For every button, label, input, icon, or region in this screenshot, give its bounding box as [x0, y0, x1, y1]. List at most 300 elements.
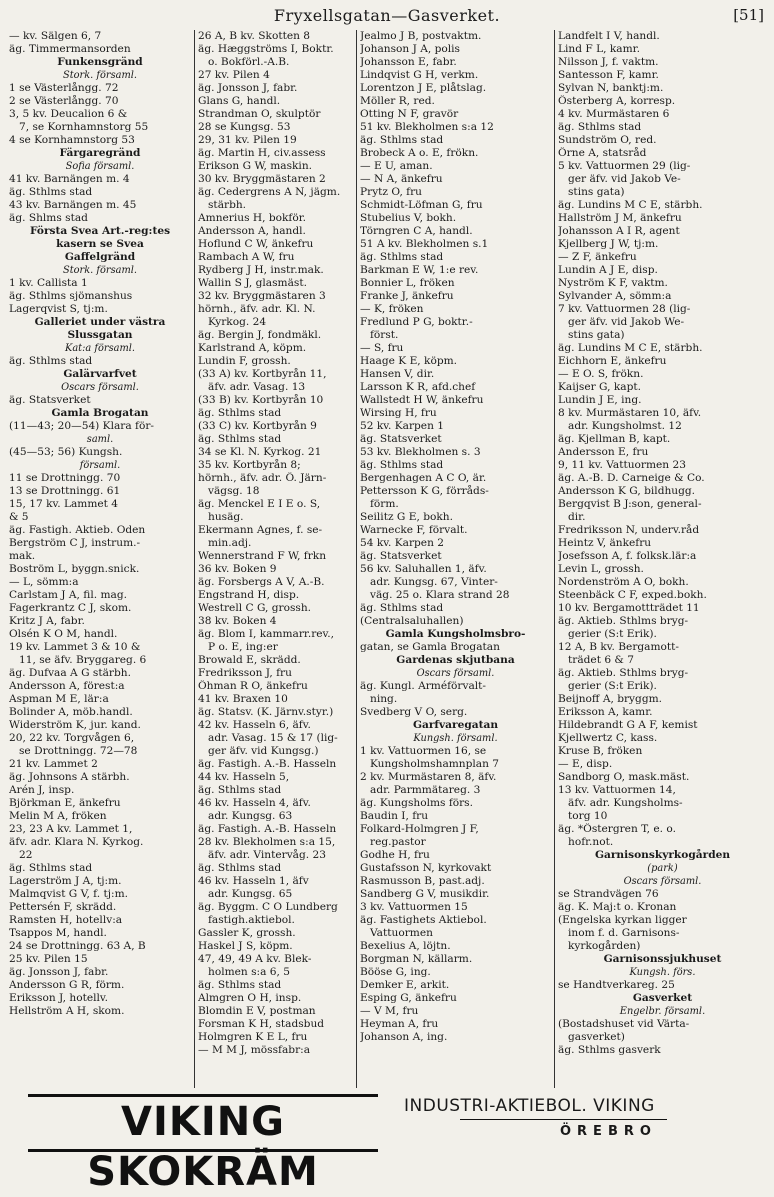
street-heading: Gaffelgränd	[64, 251, 136, 263]
directory-entry: 28 se Kungsg. 53	[198, 121, 291, 133]
directory-entry: 7, se Kornhamnstorg 55	[19, 121, 149, 133]
directory-entry: Wirsing H, fru	[360, 407, 437, 419]
directory-entry: hörnh., äfv. adr. Kl. N.	[198, 303, 316, 315]
directory-entry: Olsén K O M, handl.	[9, 628, 118, 640]
directory-entry: äg. Fastigh. A.-B. Hasseln	[198, 823, 337, 835]
directory-entry: Beijnoff A, bryggm.	[558, 693, 663, 705]
directory-entry: (45—53; 56) Kungsh.	[9, 446, 123, 458]
directory-entry: se Strandvägen 76	[558, 888, 659, 900]
directory-entry: Örne A, statsråd	[558, 147, 647, 159]
directory-entry: 12 A, B kv. Bergamott-	[558, 641, 679, 653]
street-heading: Gamla Kungsholmsbro-	[385, 628, 526, 640]
directory-entry: 51 A kv. Blekholmen s.1	[360, 238, 489, 250]
directory-entry: 3, 5 kv. Deucalion 6 &	[9, 108, 128, 120]
directory-entry: äg. Johnsons A stärbh.	[9, 771, 130, 783]
directory-entry: 1 se Västerlångg. 72	[9, 82, 119, 94]
directory-entry: Hildebrandt G A F, kemist	[558, 719, 698, 731]
street-heading: Gamla Brogatan	[51, 407, 149, 419]
directory-entry: äg. Shlms stad	[9, 212, 88, 224]
directory-entry: 47, 49, 49 A kv. Blek-	[198, 953, 312, 965]
directory-entry: — L, sömm:a	[9, 576, 79, 588]
directory-entry: Hansen V, dir.	[360, 368, 435, 380]
directory-entry: Strandman O, skulptör	[198, 108, 321, 120]
directory-entry: Wallstedt H W, änkefru	[360, 394, 484, 406]
directory-entry: 1 kv. Vattuormen 16, se	[360, 745, 487, 757]
directory-entry: äg. Sthlms stad	[198, 979, 282, 991]
directory-entry: 38 kv. Boken 4	[198, 615, 277, 627]
directory-entry: äg. Sthlms stad	[198, 784, 282, 796]
advertiser-name: INDUSTRI-AKTIEBOL. VIKING	[404, 1096, 655, 1116]
directory-entry: 24 se Drottningg. 63 A, B	[9, 940, 146, 952]
directory-entry: Nyström K F, vaktm.	[558, 277, 668, 289]
directory-entry: äg. Lundins M C E, stärbh.	[558, 199, 703, 211]
directory-entry: Engstrand H, disp.	[198, 589, 300, 601]
directory-entry: mak.	[9, 550, 36, 562]
street-heading: Galleriet under västra	[34, 316, 166, 328]
directory-entry: Kyrkog. 24	[208, 316, 267, 328]
directory-entry: hörnh., äfv. adr. Ö. Järn-	[198, 472, 327, 484]
directory-entry: 27 kv. Pilen 4	[198, 69, 270, 81]
directory-entry: Nilsson J, f. vaktm.	[558, 56, 659, 68]
directory-entry: P o. E, ing:er	[208, 641, 278, 653]
directory-entry: Fredriksson N, underv.råd	[558, 524, 700, 536]
directory-entry: husäg.	[208, 511, 244, 523]
directory-entry: äg. Jonsson J, fabr.	[9, 966, 109, 978]
directory-entry: Lundin J E, ing.	[558, 394, 642, 406]
directory-entry: 34 se Kl. N. Kyrkog. 21	[198, 446, 322, 458]
directory-entry: Fagerkrantz C J, skom.	[9, 602, 132, 614]
directory-entry: Melin M A, fröken	[9, 810, 107, 822]
column-4	[554, 30, 770, 1088]
directory-entry: Malmqvist G V, f. tj:m.	[9, 888, 128, 900]
directory-entry: Franke J, änkefru	[360, 290, 454, 302]
directory-entry: 41 kv. Barnängen m. 4	[9, 173, 130, 185]
directory-entry: holmen s:a 6, 5	[208, 966, 290, 978]
directory-entry: ger äfv. vid Kungsg.)	[208, 745, 319, 757]
parish-label: Engelbr. församl.	[619, 1006, 706, 1017]
directory-entry: 11, se äfv. Bryggareg. 6	[19, 654, 147, 666]
directory-entry: 7 kv. Vattuormen 28 (lig-	[558, 303, 691, 315]
directory-entry: äg. Sthlms stad	[558, 121, 642, 133]
directory-entry: (Bostadshuset vid Värta-	[558, 1018, 690, 1030]
directory-entry: adr. Kungsholmst. 12	[568, 420, 682, 432]
directory-entry: Esping G, änkefru	[360, 992, 457, 1004]
directory-entry: äg. Byggm. C O Lundberg	[198, 901, 338, 913]
directory-entry: äfv. adr. Vintervåg. 23	[208, 849, 326, 861]
directory-entry: 13 se Drottningg. 61	[9, 485, 121, 497]
directory-entry: Tsappos M, handl.	[9, 927, 107, 939]
directory-entry: Glans G, handl.	[198, 95, 281, 107]
directory-entry: gasverket)	[568, 1031, 625, 1043]
directory-entry: Hallström J M, änkefru	[558, 212, 682, 224]
directory-entry: äg. *Östergren T, e. o.	[558, 823, 676, 835]
page-title: Fryxellsgatan—Gasverket.	[273, 6, 501, 25]
directory-entry: Pettersson K G, förråds-	[360, 485, 489, 497]
directory-entry: Westrell C G, grossh.	[198, 602, 312, 614]
viking-skokram-logo: VIKING SKOKRÄM	[28, 1094, 378, 1152]
directory-entry: äg. Fastighets Aktiebol.	[360, 914, 487, 926]
directory-entry: väg. 25 o. Klara strand 28	[370, 589, 510, 601]
directory-entry: Johanson J A, polis	[360, 43, 460, 55]
directory-entry: — E, disp.	[558, 758, 613, 770]
directory-entry: Törngren C A, handl.	[360, 225, 473, 237]
directory-entry: (33 A) kv. Kortbyrån 11,	[198, 368, 327, 380]
directory-entry: äg. Blom I, kammarr.rev.,	[198, 628, 334, 640]
directory-entry: Hellström A H, skom.	[9, 1005, 125, 1017]
directory-entry: äg. Cedergrens A N, jägm.	[198, 186, 341, 198]
directory-entry: först.	[370, 329, 399, 341]
directory-entry: Godhe H, fru	[360, 849, 430, 861]
directory-entry: Rydberg J H, instr.mak.	[198, 264, 324, 276]
directory-entry: Sandberg G V, musikdir.	[360, 888, 490, 900]
directory-entry: Öhman R O, änkefru	[198, 680, 308, 692]
directory-entry: Kungsholmshamnplan 7	[370, 758, 500, 770]
parish-label: Oscars församl.	[623, 876, 702, 887]
directory-entry: äfv. adr. Vasag. 13	[208, 381, 306, 393]
directory-entry: Lindqvist G H, verkm.	[360, 69, 479, 81]
directory-entry: 32 kv. Bryggmästaren 3	[198, 290, 326, 302]
directory-entry: 46 kv. Hasseln 1, äfv	[198, 875, 309, 887]
directory-entry: 2 se Västerlångg. 70	[9, 95, 119, 107]
directory-entry: Carlstam J A, fil. mag.	[9, 589, 127, 601]
street-heading: Garfvaregatan	[412, 719, 499, 731]
directory-entry: 51 kv. Blekholmen s:a 12	[360, 121, 494, 133]
directory-entry: Larsson K R, afd.chef	[360, 381, 476, 393]
directory-entry: Eriksson J, hotellv.	[9, 992, 109, 1004]
directory-entry: (11—43; 20—54) Klara för-	[9, 420, 154, 432]
directory-entry: Pettersén F, skrädd.	[9, 901, 117, 913]
directory-entry: äg. Fastigh. Aktieb. Oden	[9, 524, 146, 536]
directory-entry: — K, fröken	[360, 303, 424, 315]
directory-entry: Österberg A, korresp.	[558, 95, 676, 107]
directory-entry: — E O. S, frökn.	[558, 368, 644, 380]
directory-entry: 41 kv. Braxen 10	[198, 693, 288, 705]
directory-entry: Johanson A, ing.	[360, 1031, 448, 1043]
directory-entry: äg. Sthlms stad	[360, 251, 444, 263]
directory-entry: gatan, se Gamla Brogatan	[360, 641, 500, 653]
directory-entry: äg. Sthlms gasverk	[558, 1044, 661, 1056]
directory-entry: Lagerqvist S, tj:m.	[9, 303, 108, 315]
parish-label: Oscars församl.	[416, 668, 495, 679]
directory-entry: gerier (S:t Erik).	[568, 680, 657, 692]
directory-entry: Baudin I, fru	[360, 810, 429, 822]
directory-entry: Bexelius A, löjtn.	[360, 940, 451, 952]
parish-label: (park)	[647, 863, 678, 874]
directory-entry: 36 kv. Boken 9	[198, 563, 277, 575]
directory-entry: Bergström C J, instrum.-	[9, 537, 141, 549]
street-heading: Garnisonssjukhuset	[603, 953, 722, 965]
directory-entry: 4 se Kornhamnstorg 53	[9, 134, 135, 146]
directory-entry: adr. Kungsg. 67, Vinter-	[370, 576, 498, 588]
directory-entry: Demker E, arkit.	[360, 979, 450, 991]
directory-entry: & 5	[9, 511, 29, 523]
directory-entry: o. Bokförl.-A.B.	[208, 56, 290, 68]
directory-entry: Warnecke F, förvalt.	[360, 524, 468, 536]
directory-entry: 35 kv. Kortbyrån 8;	[198, 459, 301, 471]
directory-entry: Möller R, red.	[360, 95, 435, 107]
directory-entry: Sylvan N, banktj:m.	[558, 82, 664, 94]
directory-entry: Bööse G, ing.	[360, 966, 431, 978]
directory-entry: förm.	[370, 498, 399, 510]
directory-entry: — N A, änkefru	[360, 173, 443, 185]
directory-entry: 3 kv. Vattuormen 15	[360, 901, 468, 913]
directory-entry: Landfelt I V, handl.	[558, 30, 660, 42]
directory-entry: äg. Sthlms stad	[198, 407, 282, 419]
street-heading: Gasverket	[632, 992, 693, 1004]
directory-entry: — E U, aman.	[360, 160, 433, 172]
directory-entry: Lagerström J A, tj:m.	[9, 875, 122, 887]
directory-entry: Ramsten H, hotellv:a	[9, 914, 123, 926]
directory-entry: 22	[19, 849, 33, 861]
directory-entry: stins gata)	[568, 329, 625, 341]
directory-entry: Heintz V, änkefru	[558, 537, 652, 549]
directory-entry: — S, fru	[360, 342, 404, 354]
directory-entry: äg. Martin H, civ.assess	[198, 147, 326, 159]
directory-entry: 52 kv. Karpen 1	[360, 420, 445, 432]
directory-entry: Seilitz G E, bokh.	[360, 511, 453, 523]
directory-entry: Kruse B, fröken	[558, 745, 643, 757]
directory-entry: Andersson K G, bildhugg.	[558, 485, 696, 497]
parish-label: saml.	[86, 434, 114, 445]
directory-entry: 23, 23 A kv. Lammet 1,	[9, 823, 133, 835]
directory-entry: Kjellberg J W, tj:m.	[558, 238, 659, 250]
directory-entry: 44 kv. Hasseln 5,	[198, 771, 290, 783]
directory-entry: 42 kv. Hasseln 6, äfv.	[198, 719, 311, 731]
directory-entry: Eichhorn E, änkefru	[558, 355, 667, 367]
directory-entry: 30 kv. Bryggmästaren 2	[198, 173, 326, 185]
directory-entry: adr. Parmmätareg. 3	[370, 784, 481, 796]
directory-entry: äg. Statsv. (K. Järnv.styr.)	[198, 706, 334, 718]
directory-entry: — V M, fru	[360, 1005, 419, 1017]
directory-entry: Hoflund C W, änkefru	[198, 238, 314, 250]
directory-entry: Jealmo J B, postvaktm.	[360, 30, 482, 42]
directory-entry: äg. Sthlms stad	[360, 459, 444, 471]
directory-entry: Bergqvist B J:son, general-	[558, 498, 702, 510]
directory-entry: äg. Sthlms stad	[198, 433, 282, 445]
directory-entry: Andersson A, förest:a	[9, 680, 125, 692]
directory-entry: äg. Aktieb. Sthlms bryg-	[558, 667, 689, 679]
directory-entry: (33 C) kv. Kortbyrån 9	[198, 420, 317, 432]
parish-label: Kat:a församl.	[65, 343, 135, 354]
directory-entry: 20, 22 kv. Torgvågen 6,	[9, 732, 135, 744]
page-number: [51]	[733, 6, 764, 24]
directory-entry: äg. Sthlms stad	[360, 602, 444, 614]
directory-entry: äg. A.-B. D. Carneige & Co.	[558, 472, 705, 484]
advertiser-city: ÖREBRO	[560, 1124, 657, 1139]
directory-entry: Lundin F, grossh.	[198, 355, 291, 367]
directory-entry: dir.	[568, 511, 586, 523]
directory-entry: äg. Sthlms stad	[198, 862, 282, 874]
directory-entry: 1 kv. Callista 1	[9, 277, 88, 289]
directory-entry: Johansson A I R, agent	[558, 225, 680, 237]
directory-entry: äg. Kjellman B, kapt.	[558, 433, 671, 445]
directory-entry: Nordenström A O, bokh.	[558, 576, 689, 588]
column-3	[356, 30, 554, 1088]
directory-entry: 26 A, B kv. Skotten 8	[198, 30, 311, 42]
directory-entry: 28 kv. Blekholmen s:a 15,	[198, 836, 336, 848]
directory-entry: äg. Kungl. Arméförvalt-	[360, 680, 486, 692]
directory-entry: — M M J, mössfabr:a	[198, 1044, 311, 1056]
directory-entry: Holmgren K E L, fru	[198, 1031, 308, 1043]
directory-entry: Aspman M E, lär:a	[9, 693, 109, 705]
directory-entry: min.adj.	[208, 537, 252, 549]
directory-entry: Wallin S J, glasmäst.	[198, 277, 307, 289]
parish-label: Kungsh. förs.	[629, 967, 696, 978]
directory-entry: Vattuormen	[370, 927, 433, 939]
directory-entry: 21 kv. Lammet 2	[9, 758, 98, 770]
directory-entry: Schmidt-Löfman G, fru	[360, 199, 483, 211]
directory-entry: Ekermann Agnes, f. se-	[198, 524, 323, 536]
directory-entry: Josefsson A, f. folksk.lär:a	[558, 550, 697, 562]
directory-entry: Forsman K H, stadsbud	[198, 1018, 325, 1030]
directory-entry: Brobeck A o. E, frökn.	[360, 147, 479, 159]
directory-entry: äg. Lundins M C E, stärbh.	[558, 342, 703, 354]
directory-entry: 56 kv. Saluhallen 1, äfv.	[360, 563, 487, 575]
directory-entry: Amnerius H, bokför.	[198, 212, 306, 224]
directory-entry: Prytz O, fru	[360, 186, 422, 198]
directory-entry: 54 kv. Karpen 2	[360, 537, 445, 549]
directory-entry: Svedberg V O, serg.	[360, 706, 468, 718]
directory-entry: Rambach A W, fru	[198, 251, 295, 263]
directory-entry: adr. Kungsg. 65	[208, 888, 293, 900]
directory-entry: Otting N F, gravör	[360, 108, 459, 120]
directory-entry: hofr.not.	[568, 836, 614, 848]
street-heading: Färgaregränd	[59, 147, 141, 159]
directory-entry: Wennerstrand F W, frkn	[198, 550, 327, 562]
directory-entry: äg. Bergin J, fondmäkl.	[198, 329, 322, 341]
directory-entry: 11 se Drottningg. 70	[9, 472, 121, 484]
directory-entry: se Handtverkareg. 25	[558, 979, 675, 991]
directory-entry: äfv. adr. Klara N. Kyrkog.	[9, 836, 144, 848]
street-heading: Funkensgränd	[57, 56, 143, 68]
directory-entry: Lorentzon J E, plåtslag.	[360, 82, 487, 94]
directory-entry: stärbh.	[208, 199, 247, 211]
directory-entry: äg. Forsbergs A V, A.-B.	[198, 576, 325, 588]
directory-entry: — Z F, änkefru	[558, 251, 637, 263]
directory-entry: Heyman A, fru	[360, 1018, 439, 1030]
street-heading: Gardenas skjutbana	[396, 654, 515, 666]
directory-entry: (Centralsaluhallen)	[360, 615, 464, 627]
directory-entry: äg. Statsverket	[360, 550, 442, 562]
directory-entry: Widerström K, jur. kand.	[9, 719, 141, 731]
directory-entry: äg. Jonsson J, fabr.	[198, 82, 298, 94]
directory-entry: Björkman E, änkefru	[9, 797, 121, 809]
directory-entry: Karlstrand A, köpm.	[198, 342, 307, 354]
directory-entry: Santesson F, kamr.	[558, 69, 659, 81]
street-heading: Garnisonskyrkogården	[594, 849, 731, 861]
directory-entry: Haskel J S, köpm.	[198, 940, 293, 952]
directory-entry: Kjellwertz C, kass.	[558, 732, 658, 744]
directory-entry: gerier (S:t Erik).	[568, 628, 657, 640]
directory-entry: Almgren O H, insp.	[198, 992, 302, 1004]
directory-entry: se Drottningg. 72—78	[19, 745, 138, 757]
parish-label: Oscars församl.	[61, 382, 139, 393]
directory-entry: — kv. Sälgen 6, 7	[9, 30, 102, 42]
parish-label: Stork. församl.	[62, 265, 137, 276]
directory-entry: äg. Dufvaa A G stärbh.	[9, 667, 131, 679]
directory-entry: torg 10	[568, 810, 608, 822]
directory-entry: äg. Hæggströms I, Boktr.	[198, 43, 334, 55]
parish-label: Sofia församl.	[65, 161, 135, 172]
directory-entry: äg. Timmermansorden	[9, 43, 131, 55]
directory-entry: (33 B) kv. Kortbyrån 10	[198, 394, 324, 406]
directory-entry: 13 kv. Vattuormen 14,	[558, 784, 676, 796]
directory-entry: äg. Sthlms stad	[9, 862, 93, 874]
directory-entry: ger äfv. vid Jakob We-	[568, 316, 685, 328]
directory-entry: Andersson E, fru	[558, 446, 649, 458]
directory-entry: äg. Statsverket	[9, 394, 91, 406]
directory-entry: Sylvander A, sömm:a	[558, 290, 672, 302]
directory-entry: 15, 17 kv. Lammet 4	[9, 498, 119, 510]
directory-entry: Kaijser G, kapt.	[558, 381, 642, 393]
directory-entry: Fredriksson J, fru	[198, 667, 292, 679]
directory-entry: inom f. d. Garnisons-	[568, 927, 680, 939]
directory-entry: Bolinder A, möb.handl.	[9, 706, 133, 718]
directory-entry: Lind F L, kamr.	[558, 43, 640, 55]
directory-entry: äg. Aktieb. Sthlms bryg-	[558, 615, 689, 627]
directory-entry: Kritz J A, fabr.	[9, 615, 85, 627]
parish-label: Kungsh. församl.	[413, 733, 498, 744]
directory-entry: Andersson A, handl.	[198, 225, 306, 237]
directory-entry: Erikson G W, maskin.	[198, 160, 313, 172]
directory-entry: Fredlund P G, boktr.-	[360, 316, 473, 328]
directory-entry: Blomdin E V, postman	[198, 1005, 316, 1017]
directory-entry: 2 kv. Murmästaren 8, äfv.	[360, 771, 497, 783]
directory-entry: Steenbäck C F, exped.bokh.	[558, 589, 707, 601]
directory-entry: Gassler K, grossh.	[198, 927, 296, 939]
directory-entry: 19 kv. Lammet 3 & 10 &	[9, 641, 141, 653]
directory-entry: Bonnier L, fröken	[360, 277, 455, 289]
street-heading: kasern se Svea	[56, 238, 144, 250]
directory-entry: Gustafsson N, kyrkovakt	[360, 862, 492, 874]
directory-entry: Arén J, insp.	[9, 784, 75, 796]
directory-entry: 10 kv. Bergamottträdet 11	[558, 602, 700, 614]
directory-entry: (Engelska kyrkan ligger	[558, 914, 687, 926]
directory-entry: Andersson G R, förm.	[9, 979, 125, 991]
directory-entry: Eriksson A, kamr.	[558, 706, 653, 718]
column-1	[6, 30, 194, 1088]
directory-entry: Bergenhagen A C O, är.	[360, 472, 487, 484]
directory-entry: adr. Kungsg. 63	[208, 810, 293, 822]
directory-entry: kyrkogården)	[568, 940, 641, 952]
directory-entry: 4 kv. Murmästaren 6	[558, 108, 670, 120]
directory-entry: Boström L, byggn.snick.	[9, 563, 140, 575]
directory-entry: äg. Menckel E I E o. S,	[198, 498, 321, 510]
directory-entry: 5 kv. Vattuormen 29 (lig-	[558, 160, 691, 172]
directory-entry: adr. Vasag. 15 & 17 (lig-	[208, 732, 338, 744]
directory-entry: vägsg. 18	[208, 485, 260, 497]
street-heading: Galärvarfvet	[63, 368, 137, 380]
directory-entry: 8 kv. Murmästaren 10, äfv.	[558, 407, 702, 419]
directory-entry: stins gata)	[568, 186, 625, 198]
directory-entry: ning.	[370, 693, 398, 705]
directory-entry: äg. Sthlms stad	[360, 134, 444, 146]
directory-entry: reg.pastor	[370, 836, 426, 848]
directory-entry: Browald E, skrädd.	[198, 654, 301, 666]
directory-entry: äg. Statsverket	[360, 433, 442, 445]
directory-entry: 43 kv. Barnängen m. 45	[9, 199, 137, 211]
directory-entry: Sundström O, red.	[558, 134, 657, 146]
street-heading: Slussgatan	[67, 329, 133, 341]
directory-entry: äg. Sthlms sjömanshus	[9, 290, 133, 302]
directory-entry: fastigh.aktiebol.	[208, 914, 295, 926]
directory-entry: äg. Sthlms stad	[9, 355, 93, 367]
directory-entry: äg. Sthlms stad	[9, 186, 93, 198]
directory-entry: Lundin A J E, disp.	[558, 264, 658, 276]
directory-entry: Barkman E W, 1:e rev.	[360, 264, 479, 276]
directory-entry: äg. K. Maj:t o. Kronan	[558, 901, 677, 913]
directory-entry: äg. Kungsholms förs.	[360, 797, 473, 809]
